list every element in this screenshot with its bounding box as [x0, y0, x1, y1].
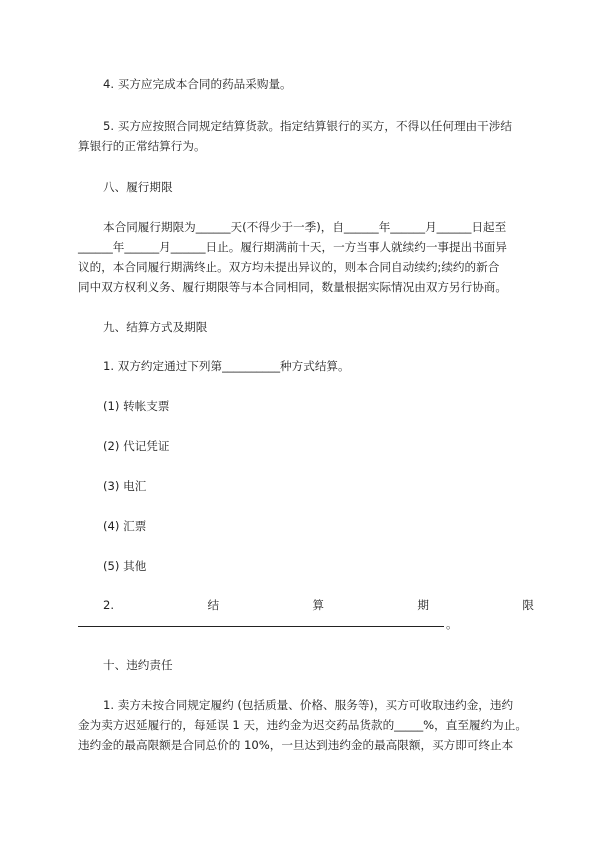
breach-paragraph-line-3: 违约金的最高限额是合同总价的 10%，一旦达到违约金的最高限额，买方即可终止本 [78, 738, 514, 752]
payment-option-1: (1) 转帐支票 [103, 399, 170, 413]
clause-5-line-1: 5. 买方应按照合同规定结算货款。指定结算银行的买方，不得以任何理由干涉结 [103, 119, 512, 133]
settlement-clause-2-char: 算 [312, 598, 325, 612]
clause-5-line-2: 算银行的正常结算行为。 [78, 139, 206, 153]
term-paragraph-line-2: ______年______月______日止。履行期满前十天，一方当事人就续约一事提出书面异 [78, 240, 507, 254]
settlement-clause-2-end: 。 [446, 617, 458, 631]
settlement-clause-2-char: 限 [522, 598, 534, 612]
term-paragraph-line-3: 议的，本合同履行期满终止。双方均未提出异议的，则本合同自动续约;续约的新合 [78, 260, 500, 274]
settlement-clause-2 [103, 597, 534, 613]
term-paragraph-line-4: 同中双方权利义务、履行期限等与本合同相同，数量根据实际情况由双方另行协商。 [78, 280, 507, 294]
settlement-clause-2-char: 期 [417, 598, 430, 612]
blank-underline [78, 626, 444, 627]
settlement-clause-2-char: 结 [207, 598, 220, 612]
settlement-clause-2-number: 2. [103, 598, 115, 612]
settlement-clause-1: 1. 双方约定通过下列第__________种方式结算。 [103, 359, 350, 373]
term-paragraph-line-1: 本合同履行期限为______天(不得少于一季)，自______年______月______日起至 [103, 220, 507, 234]
section-heading-8: 八、履行期限 [103, 180, 173, 194]
payment-option-3: (3) 电汇 [103, 479, 147, 493]
section-heading-10: 十、违约责任 [103, 658, 173, 672]
breach-paragraph-line-1: 1. 卖方未按合同规定履约 (包括质量、价格、服务等)，买方可收取违约金，违约 [103, 698, 514, 712]
section-heading-9: 九、结算方式及期限 [103, 320, 208, 334]
breach-paragraph-line-2: 金为卖方迟延履行的，每延误 1 天，违约金为迟交药品货款的_____%，直至履约为止。 [78, 718, 527, 732]
payment-option-5: (5) 其他 [103, 559, 147, 573]
payment-option-4: (4) 汇票 [103, 519, 147, 533]
payment-option-2: (2) 代记凭证 [103, 439, 170, 453]
clause-4: 4. 买方应完成本合同的药品采购量。 [103, 77, 292, 91]
